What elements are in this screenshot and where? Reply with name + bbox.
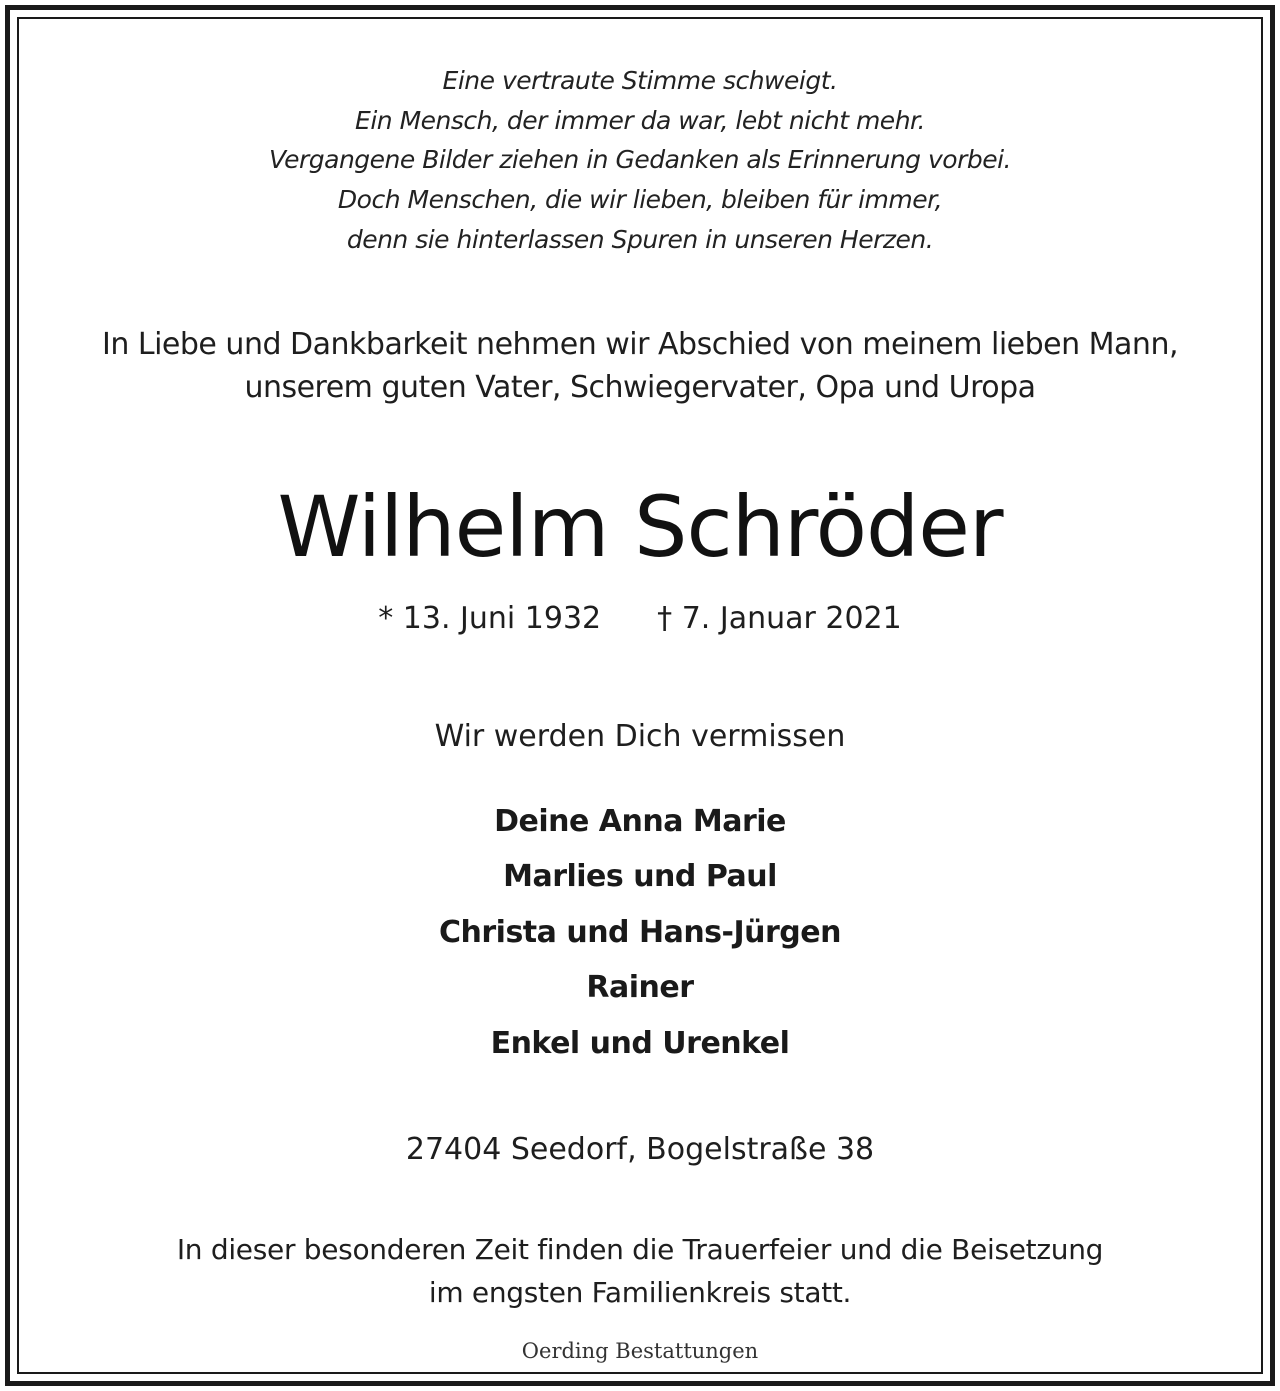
mourner-2: Marlies und Paul	[503, 859, 777, 894]
farewell-line: Wir werden Dich vermissen	[434, 719, 846, 754]
notice-line-2: im engsten Familienkreis statt.	[428, 1276, 852, 1309]
life-dates	[0, 601, 1280, 636]
death-date: † 7. Januar 2021	[657, 601, 902, 636]
intro-line-1: In Liebe und Dankbarkeit nehmen wir Abschied von meinem lieben Mann,	[101, 327, 1178, 362]
undertaker-credit: Oerding Bestattungen	[521, 1339, 759, 1363]
mourner-5: Enkel und Urenkel	[490, 1026, 790, 1061]
inner-border	[17, 17, 1263, 1374]
poem-line-1: Eine vertraute Stimme schweigt.	[442, 66, 838, 95]
poem-line-4: Doch Menschen, die wir lieben, bleiben für immer,	[337, 185, 943, 214]
deceased-name: Wilhelm Schröder	[277, 478, 1003, 576]
poem-line-2: Ein Mensch, der immer da war, lebt nicht mehr.	[355, 106, 925, 135]
poem-line-5: denn sie hinterlassen Spuren in unseren Herzen.	[346, 225, 934, 254]
birth-date: * 13. Juni 1932	[378, 601, 602, 636]
poem-line-3: Vergangene Bilder ziehen in Gedanken als Erinnerung vorbei.	[268, 145, 1012, 174]
mourner-4: Rainer	[586, 970, 694, 1005]
notice-line-1: In dieser besonderen Zeit finden die Trauerfeier und die Beisetzung	[176, 1233, 1104, 1266]
intro-line-2: unserem guten Vater, Schwiegervater, Opa und Uropa	[244, 370, 1036, 405]
mourner-3: Christa und Hans-Jürgen	[439, 915, 841, 950]
address: 27404 Seedorf, Bogelstraße 38	[405, 1132, 875, 1167]
mourner-1: Deine Anna Marie	[494, 804, 786, 839]
